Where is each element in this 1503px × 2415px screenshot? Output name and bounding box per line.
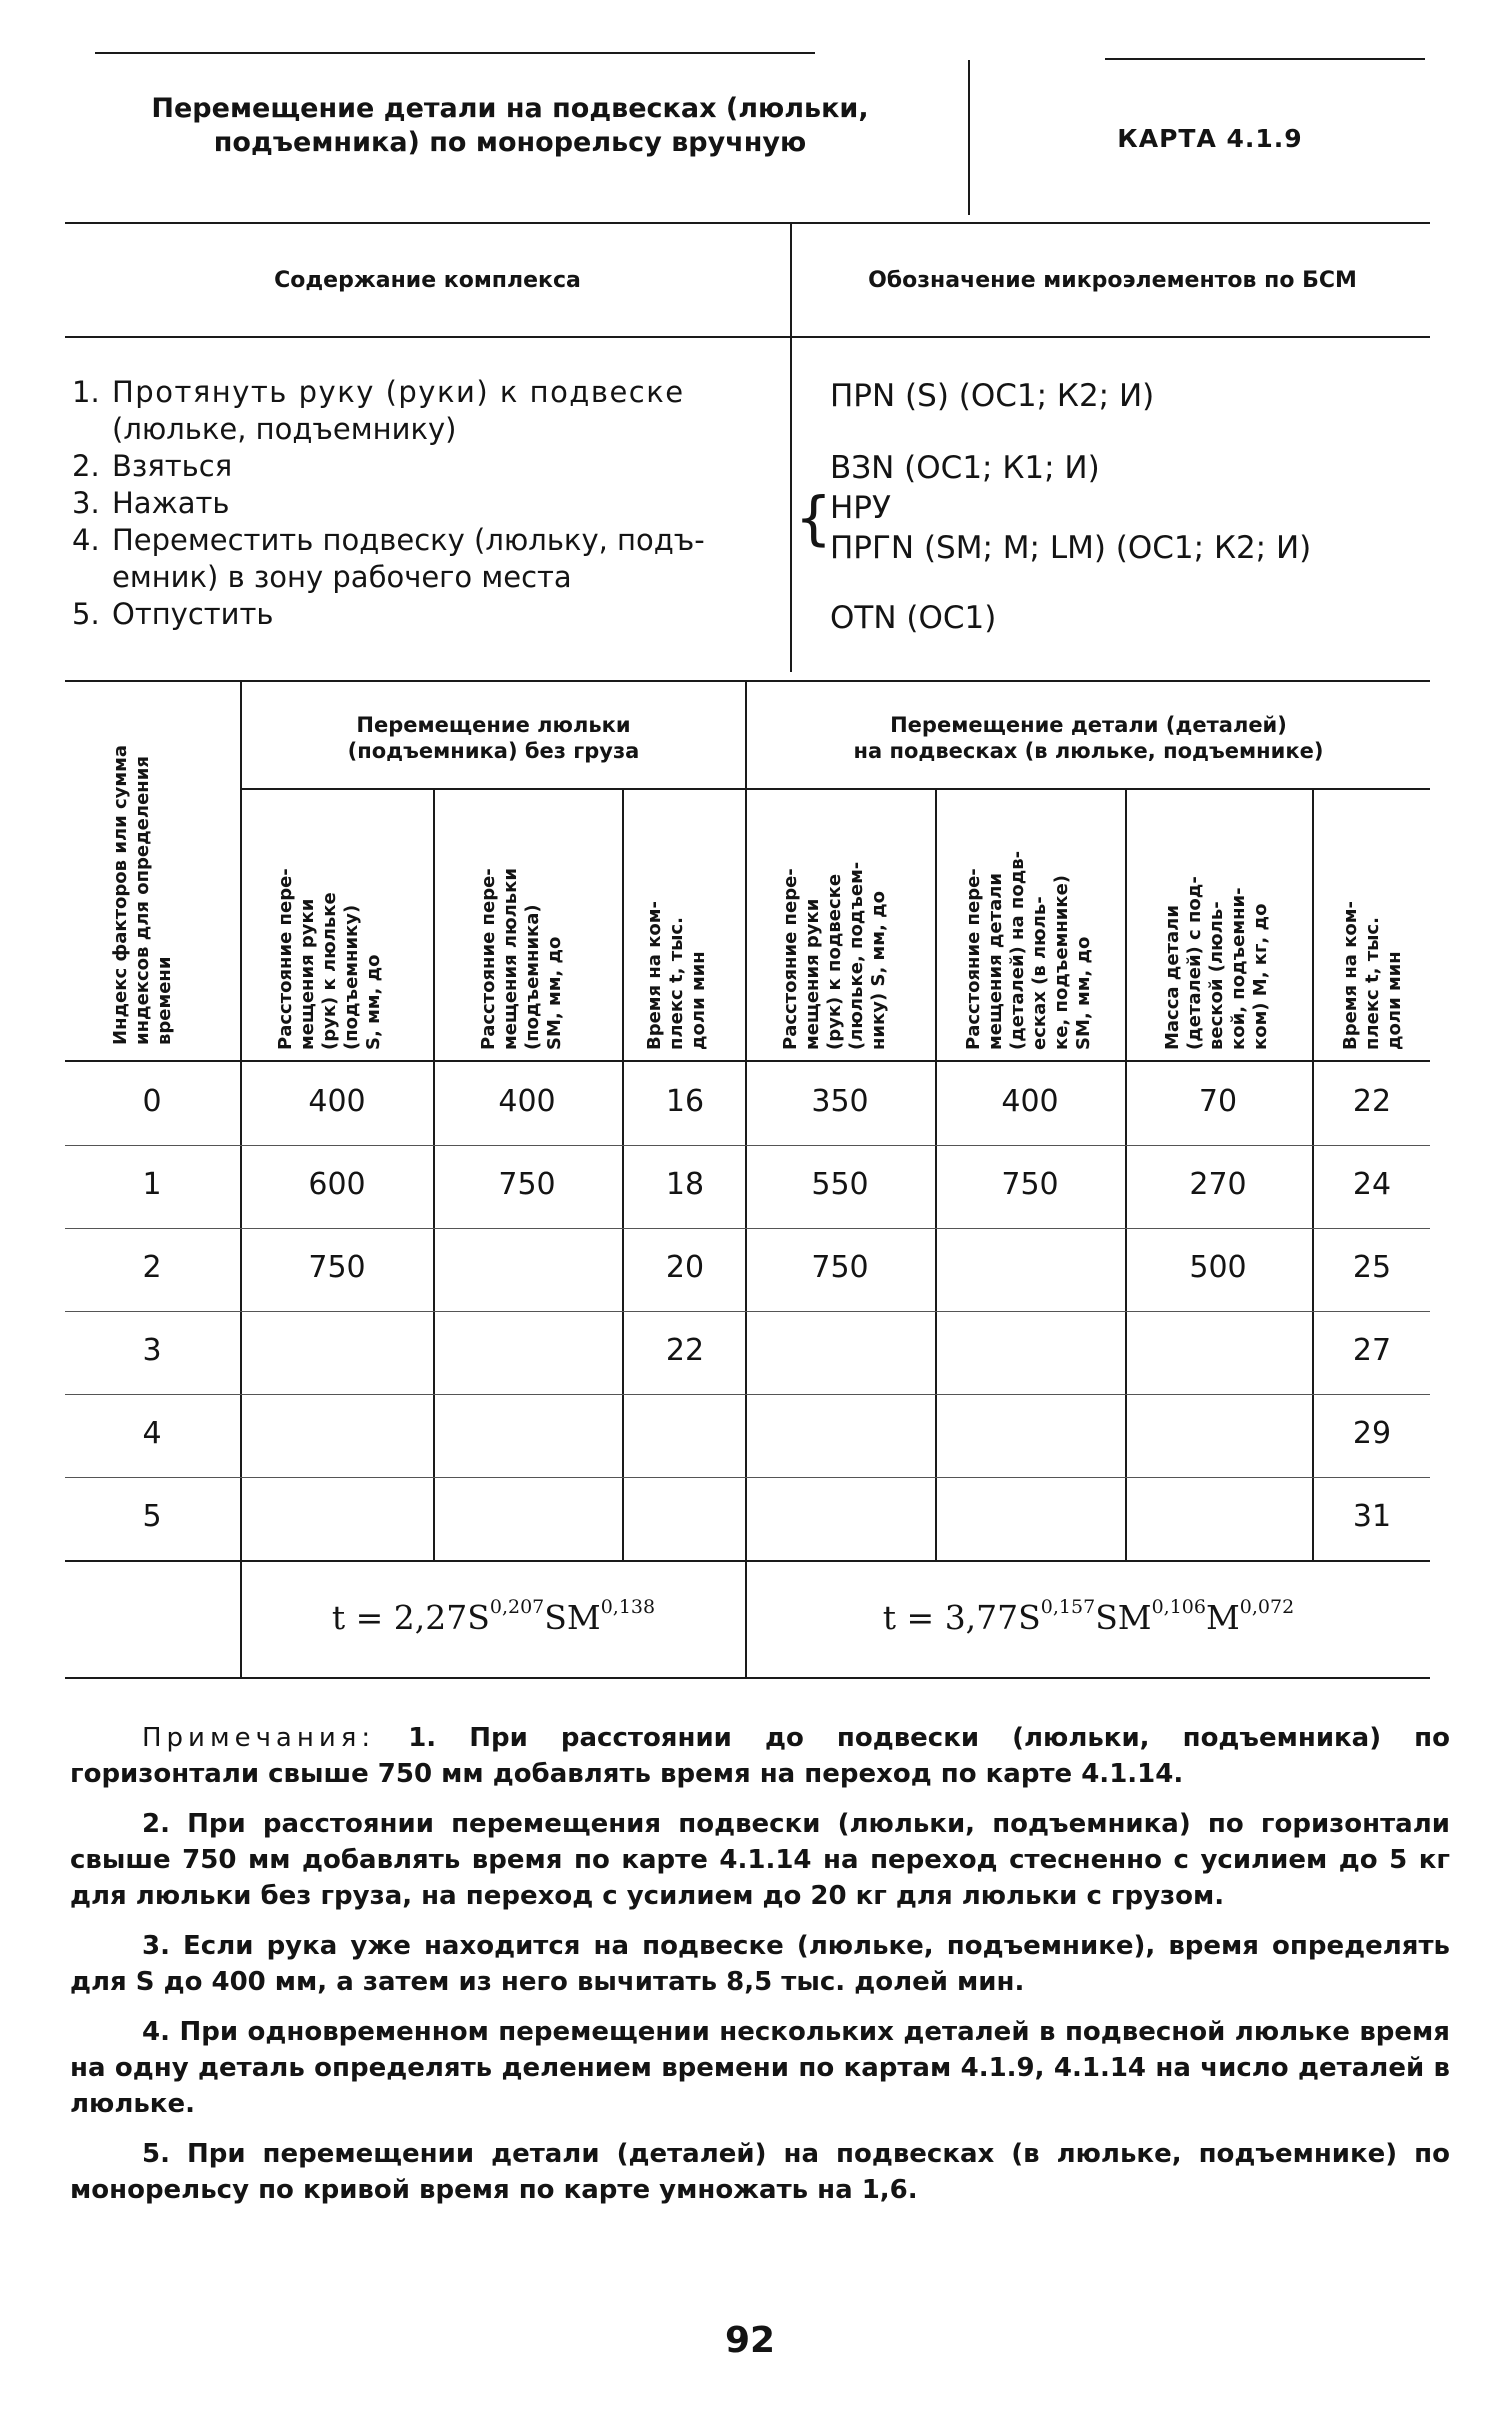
table-cell: 70 xyxy=(1198,1084,1238,1119)
table-cell: 750 xyxy=(498,1167,556,1202)
code-move: ПРГN (SM; M; LM) (ОС1; К2; И) xyxy=(830,530,1312,566)
table-cell: 500 xyxy=(1189,1250,1247,1285)
table-top-rule xyxy=(65,680,1430,682)
table-cell: 16 xyxy=(665,1084,705,1119)
bsm-notation-header: Обозначение микроэлементов по БСМ xyxy=(868,268,1357,293)
note-3: 3. Если рука уже находится на подвеске (люльке, подъемнике), время определять для S до 400 мм, а затем из него вычитать 8,5 тыс. долей мин. xyxy=(70,1931,1450,1997)
note-1: Примечания: 1. При расстоянии до подвески (люльки, подъемника) по горизонтали свыше 750 мм добавлять время на переход по карте 4.1.14. xyxy=(70,1723,1450,1789)
complex-divider xyxy=(790,222,792,672)
table-cell: 600 xyxy=(308,1167,366,1202)
column-header-rule xyxy=(65,1060,1430,1062)
group1-header-line: (подъемника) без груза xyxy=(347,739,640,763)
step-item: 5. Отпустить xyxy=(72,597,274,631)
page-number: 92 xyxy=(724,2320,776,2361)
code-grasp: ВЗN (ОС1; К1; И) xyxy=(830,450,1100,486)
group2-header-line: на подвесках (в люльке, подъемнике) xyxy=(853,739,1324,763)
table-cell: 270 xyxy=(1189,1167,1247,1202)
col-mass-header: Масса детали (деталей) с под- веской (люль- кой, подъемни- ком) M, кг, до xyxy=(1162,876,1271,1050)
formula-with-load: $t = 3,77S^{0,157}SM^{0,106}M^{0,072}$ xyxy=(882,1596,1295,1637)
complex-steps xyxy=(72,374,784,633)
col-cradle-distance-header: Расстояние пере- мещения люльки (подъемника) SM, мм, до xyxy=(478,868,565,1050)
complex-content-header: Содержание комплекса xyxy=(274,268,581,293)
table-cell: 400 xyxy=(308,1084,366,1119)
complex-header-rule xyxy=(65,336,1430,338)
notes-section xyxy=(70,1720,1450,2222)
table-cell: 750 xyxy=(811,1250,869,1285)
formula-without-load: $t = 2,27S^{0,207}SM^{0,138}$ xyxy=(331,1596,656,1637)
note-2: 2. При расстоянии перемещения подвески (люльки, подъемника) по горизонтали свыше 750 мм добавлять время по карте 4.1.14 на переход стесненно с усилием до 5 кг для люльки без груза, на переход с усилием до 20 кг для люльки с грузом. xyxy=(70,1809,1450,1911)
table-cell: 27 xyxy=(1352,1333,1392,1368)
table-cell: 24 xyxy=(1352,1167,1392,1202)
col-time2-header: Время на ком- плекс t, тыс. доли мин xyxy=(1340,901,1405,1050)
table-cell: 750 xyxy=(308,1250,366,1285)
row-index-cell: 2 xyxy=(142,1250,162,1285)
brace: { xyxy=(795,484,832,552)
table-vline xyxy=(935,790,937,1560)
group-header-rule xyxy=(240,788,1430,790)
step-item: емник) в зону рабочего места xyxy=(112,560,572,594)
title-divider xyxy=(968,60,970,215)
table-bottom-rule xyxy=(65,1677,1430,1679)
table-cell: 20 xyxy=(665,1250,705,1285)
step-item: 2. Взяться xyxy=(72,449,233,483)
row-index-cell: 0 xyxy=(142,1084,162,1119)
card-title xyxy=(70,92,950,160)
step-item: 3. Нажать xyxy=(72,486,230,520)
top-rule-right xyxy=(1105,58,1425,60)
row-index-cell: 5 xyxy=(142,1499,162,1534)
table-cell: 550 xyxy=(811,1167,869,1202)
formula-rule xyxy=(65,1560,1430,1562)
step-item: 1. Протянуть руку (руки) к подвеске xyxy=(72,375,685,409)
table-vline xyxy=(433,790,435,1560)
row-rule xyxy=(65,1477,1430,1478)
table-vline xyxy=(240,682,242,1677)
table-cell: 25 xyxy=(1352,1250,1392,1285)
row-index-cell: 3 xyxy=(142,1333,162,1368)
col-hand-to-hanger-header: Расстояние пере- мещения руки (рук) к подвеске (люльке, подъем- нику) S, мм, до xyxy=(780,861,889,1050)
table-cell: 22 xyxy=(665,1333,705,1368)
row-rule xyxy=(65,1228,1430,1229)
top-rule-left xyxy=(95,52,815,54)
table-cell: 350 xyxy=(811,1084,869,1119)
table-vline xyxy=(1125,790,1127,1560)
table-cell: 400 xyxy=(498,1084,556,1119)
code-release: ОТN (ОС1) xyxy=(830,600,997,636)
table-cell: 31 xyxy=(1352,1499,1392,1534)
table-cell: 750 xyxy=(1001,1167,1059,1202)
index-column-header: Индекс факторов или сумма индексов для определения времени xyxy=(110,745,175,1045)
step-item: 4. Переместить подвеску (люльку, подъ- xyxy=(72,523,705,557)
complex-top-rule xyxy=(65,222,1430,224)
col-time1-header: Время на ком- плекс t, тыс. доли мин xyxy=(644,901,709,1050)
table-cell: 400 xyxy=(1001,1084,1059,1119)
row-index-cell: 1 xyxy=(142,1167,162,1202)
card-title-line1: Перемещение детали на подвесках (люльки, xyxy=(151,93,869,124)
card-number: КАРТА 4.1.9 xyxy=(1117,124,1303,153)
notes-label: Примечания: xyxy=(142,1723,376,1753)
table-cell: 18 xyxy=(665,1167,705,1202)
col-part-distance-header: Расстояние пере- мещения детали (деталей) на подв- есках (в люль- ке, подъемнике) SM, мм, до xyxy=(963,850,1094,1050)
card-title-line2: подъемника) по монорельсу вручную xyxy=(213,127,807,158)
step-item: (люльке, подъемнику) xyxy=(112,412,457,446)
note-5: 5. При перемещении детали (деталей) на подвесках (в люльке, подъемнике) по монорельсу по кривой время по карте умножать на 1,6. xyxy=(70,2139,1450,2205)
code-press: НРУ xyxy=(830,490,891,526)
group1-header xyxy=(242,712,745,764)
row-rule xyxy=(65,1394,1430,1395)
group1-header-line: Перемещение люльки xyxy=(356,713,631,737)
group2-header xyxy=(747,712,1430,764)
row-rule xyxy=(65,1145,1430,1146)
table-cell: 29 xyxy=(1352,1416,1392,1451)
code-reach: ПРN (S) (ОС1; К2; И) xyxy=(830,378,1155,414)
group2-header-line: Перемещение детали (деталей) xyxy=(890,713,1287,737)
note-4: 4. При одновременном перемещении нескольких деталей в подвесной люльке время на одну деталь определять делением времени по картам 4.1.9, 4.1.14 на число деталей в люльке. xyxy=(70,2017,1450,2119)
table-cell: 22 xyxy=(1352,1084,1392,1119)
col-hand-distance-header: Расстояние пере- мещения руки (рук) к люльке (подъемнику) S, мм, до xyxy=(275,868,384,1050)
row-rule xyxy=(65,1311,1430,1312)
row-index-cell: 4 xyxy=(142,1416,162,1451)
